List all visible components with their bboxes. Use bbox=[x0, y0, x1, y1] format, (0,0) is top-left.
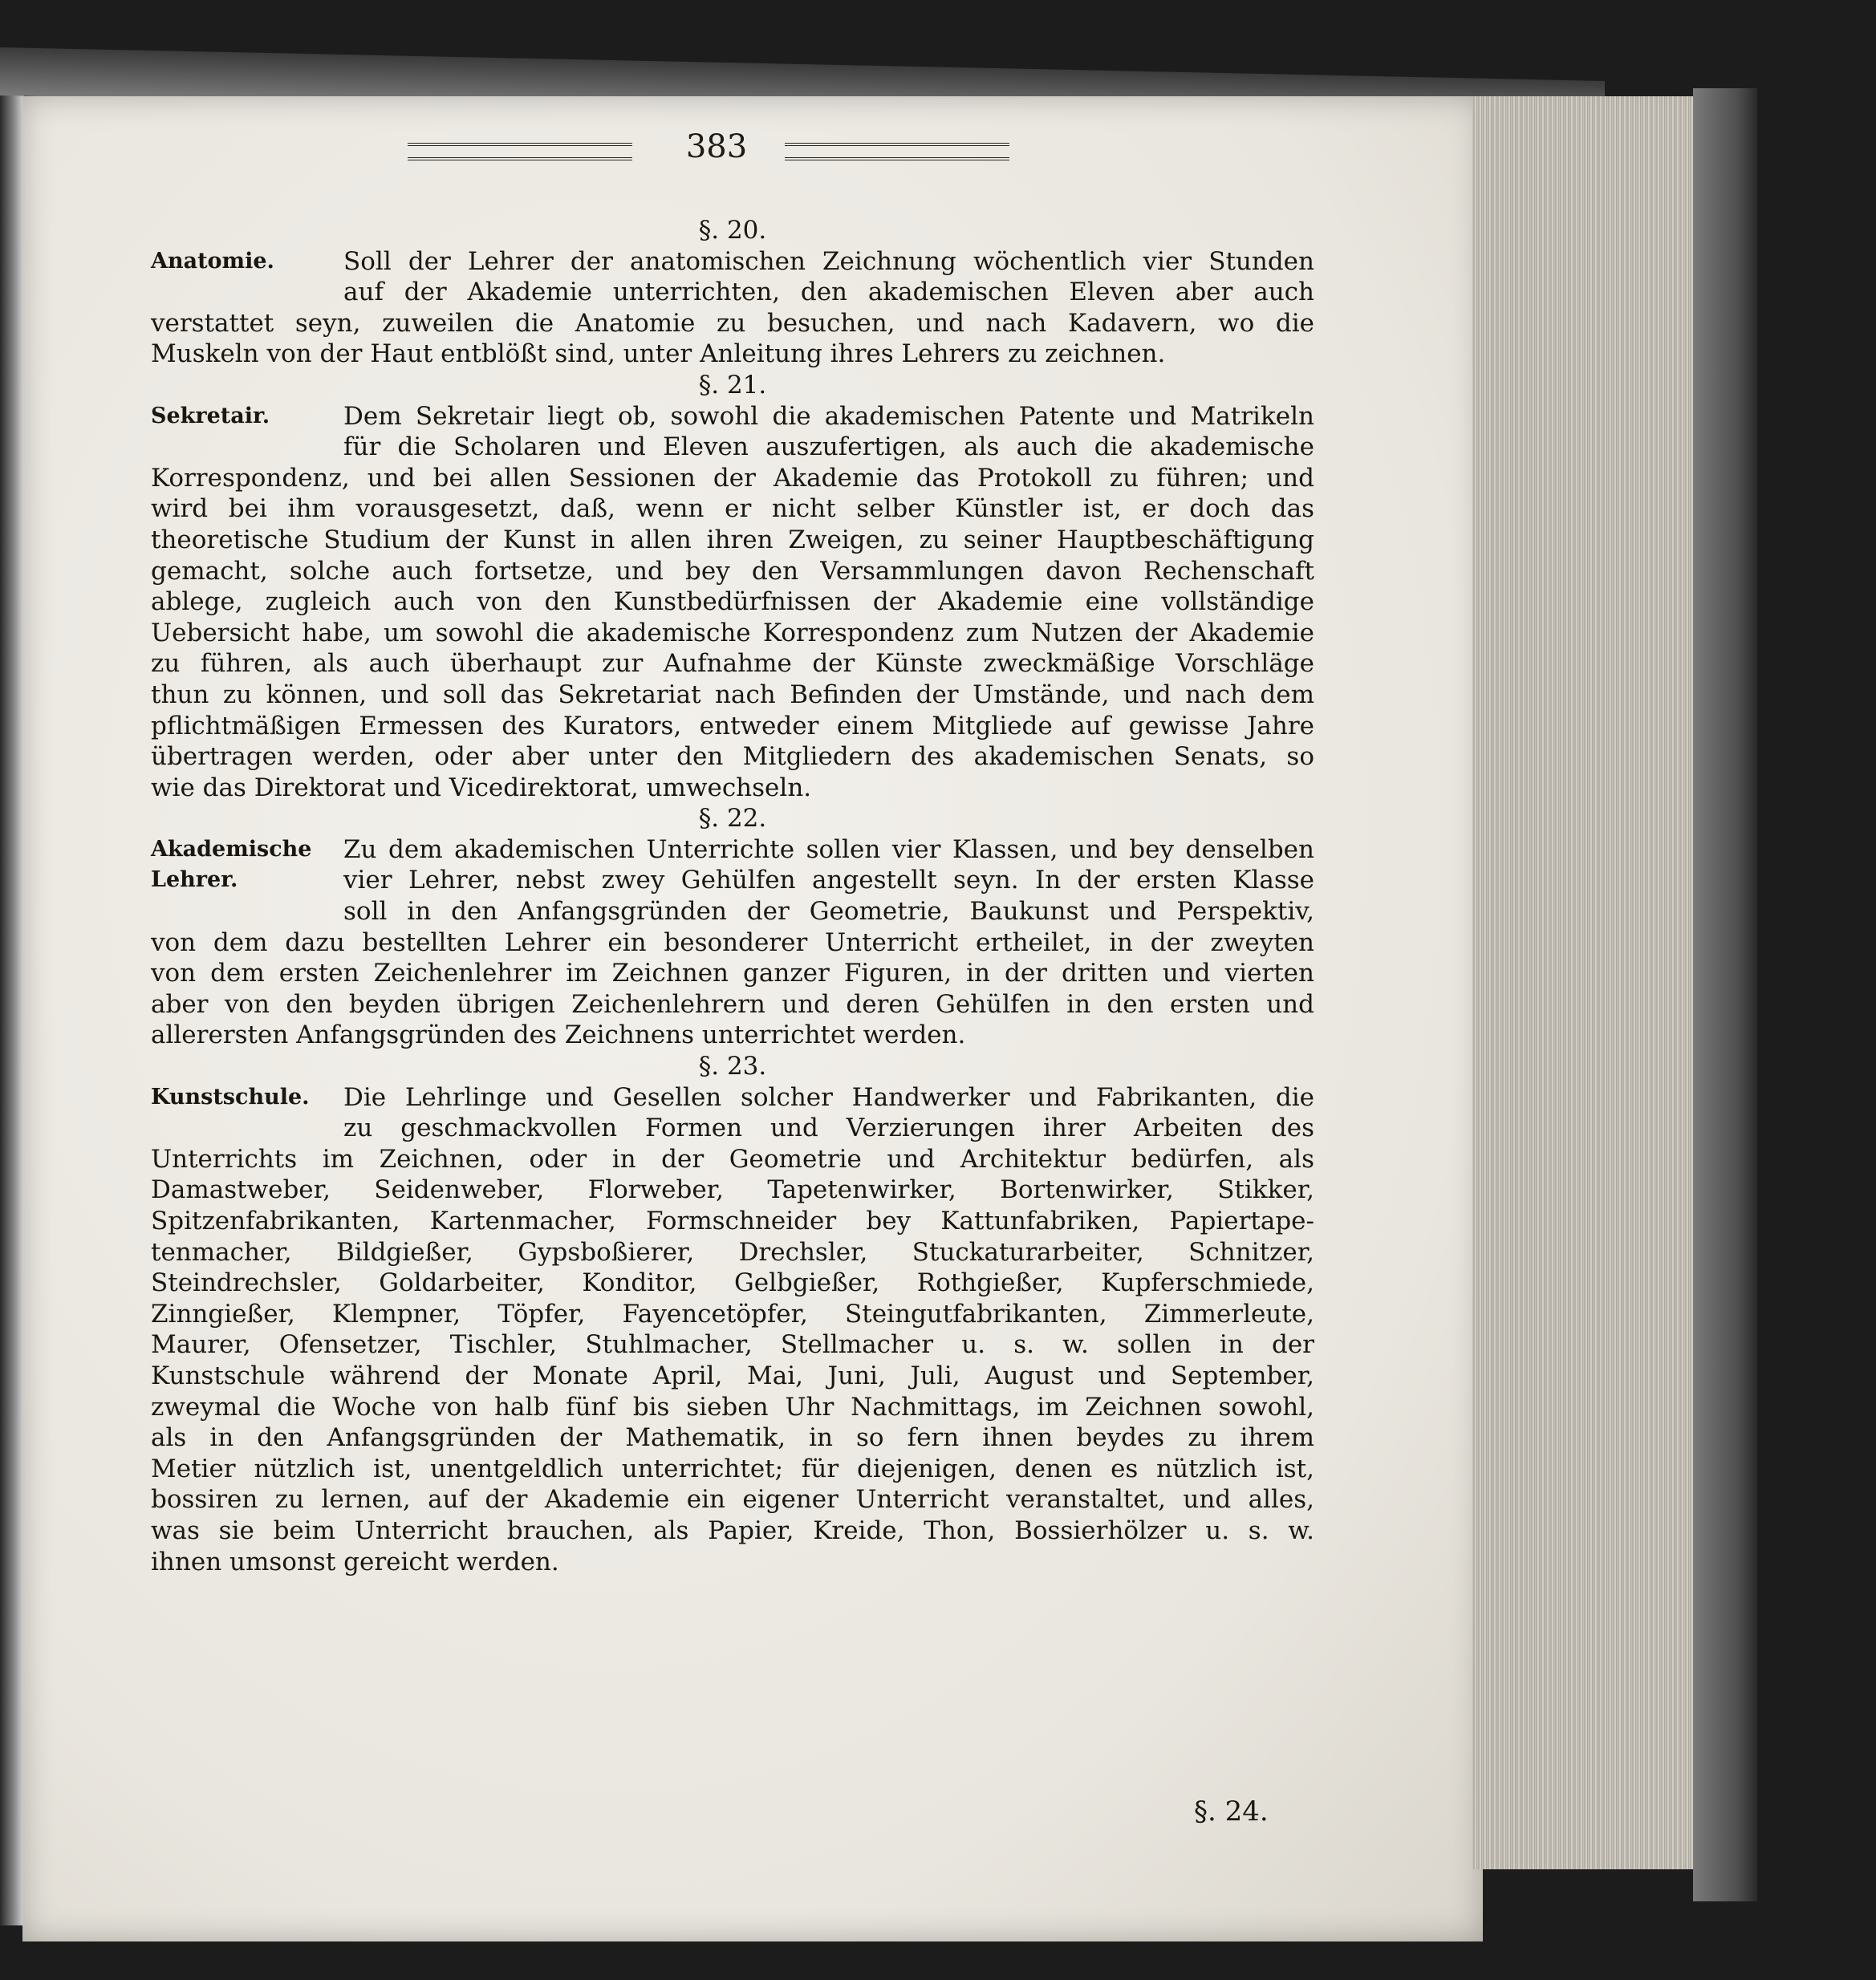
page-number: 383 bbox=[685, 128, 748, 165]
margin-note-line: Sekretair. bbox=[151, 403, 270, 428]
text-line: übertragen werden, oder aber unter den Mitgliedern des akademischen Senats, so bbox=[151, 742, 1314, 772]
text-line: zweymal die Woche von halb fünf bis sieben Uhr Nachmittags, im Zeichnen sowohl, bbox=[151, 1392, 1314, 1422]
page-body bbox=[151, 215, 1314, 1577]
text-line: Damastweber, Seidenweber, Florweber, Tapetenwirker, Bortenwirker, Stikker, bbox=[151, 1175, 1314, 1205]
text-line: was sie beim Unterricht brauchen, als Papier, Kreide, Thon, Bossierhölzer u. s. w. bbox=[151, 1515, 1314, 1545]
book-page bbox=[22, 96, 1483, 1941]
section-block bbox=[151, 1082, 1314, 1578]
page-edges bbox=[1472, 96, 1723, 1869]
text-line: pflichtmäßigen Ermessen des Kurators, entweder einem Mitgliede auf gewisse Jahre bbox=[151, 711, 1314, 740]
text-line: Maurer, Ofensetzer, Tischler, Stuhlmacher, Stellmacher u. s. w. sollen in der bbox=[151, 1330, 1314, 1360]
text-line: Zu dem akademischen Unterrichte sollen vier Klassen, und bey denselben bbox=[343, 834, 1314, 864]
text-line: Dem Sekretair liegt ob, sowohl die akademischen Patente und Matrikeln bbox=[343, 401, 1314, 431]
margin-note-line: Akademische bbox=[151, 836, 312, 862]
text-line: wie das Direktorat und Vicedirektorat, umwechseln. bbox=[151, 773, 812, 802]
text-line: für die Scholaren und Eleven auszufertigen, als auch die akademische bbox=[343, 432, 1314, 462]
text-line: gemacht, solche auch fortsetze, und bey den Versammlungen davon Rechenschaft bbox=[151, 556, 1314, 586]
margin-note bbox=[151, 246, 339, 278]
text-line: theoretische Studium der Kunst in allen ihren Zweigen, zu seiner Hauptbeschäftigung bbox=[151, 525, 1314, 554]
section-heading: §. 23. bbox=[698, 1052, 767, 1081]
margin-note-line: Kunstschule. bbox=[151, 1084, 310, 1110]
section-heading: §. 21. bbox=[698, 370, 767, 400]
text-line: ablege, zugleich auch von den Kunstbedürfnissen der Akademie eine vollständige bbox=[151, 587, 1314, 617]
section-heading: §. 22. bbox=[698, 804, 767, 834]
text-line: Kunstschule während der Monate April, Mai, Juni, Juli, August und September, bbox=[151, 1361, 1314, 1390]
text-line: Uebersicht habe, um sowohl die akademische Korrespondenz zum Nutzen der Akademie bbox=[151, 618, 1314, 647]
text-line: von dem dazu bestellten Lehrer ein besonderer Unterricht ertheilet, in der zweyten bbox=[151, 927, 1314, 957]
text-line: Korrespondenz, und bei allen Sessionen der Akademie das Protokoll zu führen; und bbox=[151, 463, 1314, 493]
text-line: zu geschmackvollen Formen und Verzierungen ihrer Arbeiten des bbox=[343, 1114, 1314, 1143]
text-line: ihnen umsonst gereicht werden. bbox=[151, 1547, 559, 1576]
margin-note bbox=[151, 1082, 339, 1114]
header-rule-left bbox=[408, 143, 632, 160]
book-spine bbox=[0, 48, 24, 1925]
section-block bbox=[151, 246, 1314, 370]
book-cover-edge bbox=[1693, 88, 1757, 1901]
section-block bbox=[151, 834, 1314, 1051]
text-line: thun zu können, und soll das Sekretariat nach Befinden der Umstände, und nach dem bbox=[151, 680, 1314, 709]
text-line: aber von den beyden übrigen Zeichenlehrern und deren Gehülfen in den ersten und bbox=[151, 989, 1314, 1019]
text-line: als in den Anfangsgründen der Mathematik, in so fern ihnen beydes zu ihrem bbox=[151, 1423, 1314, 1453]
text-line: verstattet seyn, zuweilen die Anatomie zu besuchen, und nach Kadavern, wo die bbox=[151, 308, 1314, 338]
header-rule-right bbox=[785, 143, 1009, 160]
text-line: Zinngießer, Klempner, Töpfer, Fayencetöpfer, Steingutfabrikanten, Zimmerleute, bbox=[151, 1299, 1314, 1329]
text-line: soll in den Anfangsgründen der Geometrie, Baukunst und Perspektiv, bbox=[343, 897, 1314, 927]
margin-note bbox=[151, 834, 339, 896]
text-line: allerersten Anfangsgründen des Zeichnens unterrichtet werden. bbox=[151, 1020, 966, 1050]
text-line: Spitzenfabrikanten, Kartenmacher, Formschneider bey Kattunfabriken, Papiertape- bbox=[151, 1207, 1314, 1235]
text-line: Steindrechsler, Goldarbeiter, Konditor, Gelbgießer, Rothgießer, Kupferschmiede, bbox=[151, 1268, 1314, 1298]
text-line: Muskeln von der Haut entblößt sind, unter Anleitung ihres Lehrers zu zeichnen. bbox=[151, 339, 1166, 369]
text-line: Unterrichts im Zeichnen, oder in der Geometrie und Architektur bedürfen, als bbox=[151, 1144, 1314, 1174]
catchword: §. 24. bbox=[1194, 1795, 1269, 1828]
margin-note bbox=[151, 401, 339, 432]
text-line: auf der Akademie unterrichten, den akademischen Eleven aber auch bbox=[343, 278, 1314, 307]
text-line: tenmacher, Bildgießer, Gypsboßierer, Drechsler, Stuckaturarbeiter, Schnitzer, bbox=[151, 1237, 1314, 1267]
text-line: Metier nützlich ist, unentgeldlich unterrichtet; für diejenigen, denen es nützlich ist, bbox=[151, 1454, 1314, 1483]
section-heading: §. 20. bbox=[698, 216, 767, 245]
margin-note-line: Anatomie. bbox=[151, 248, 274, 274]
text-line: vier Lehrer, nebst zwey Gehülfen angestellt seyn. In der ersten Klasse bbox=[343, 866, 1314, 895]
text-line: Die Lehrlinge und Gesellen solcher Handwerker und Fabrikanten, die bbox=[343, 1082, 1314, 1112]
text-line: bossiren zu lernen, auf der Akademie ein eigener Unterricht veranstaltet, und alles, bbox=[151, 1485, 1314, 1515]
text-line: wird bei ihm vorausgesetzt, daß, wenn er nicht selber Künstler ist, er doch das bbox=[151, 494, 1314, 524]
text-line: Soll der Lehrer der anatomischen Zeichnung wöchentlich vier Stunden bbox=[343, 246, 1314, 276]
margin-note-line: Lehrer. bbox=[151, 867, 238, 893]
section-block bbox=[151, 401, 1314, 804]
text-line: von dem ersten Zeichenlehrer im Zeichnen ganzer Figuren, in der dritten und vierten bbox=[151, 959, 1314, 988]
page-header bbox=[408, 128, 1435, 176]
text-line: zu führen, als auch überhaupt zur Aufnahme der Künste zweckmäßige Vorschläge bbox=[151, 649, 1314, 679]
